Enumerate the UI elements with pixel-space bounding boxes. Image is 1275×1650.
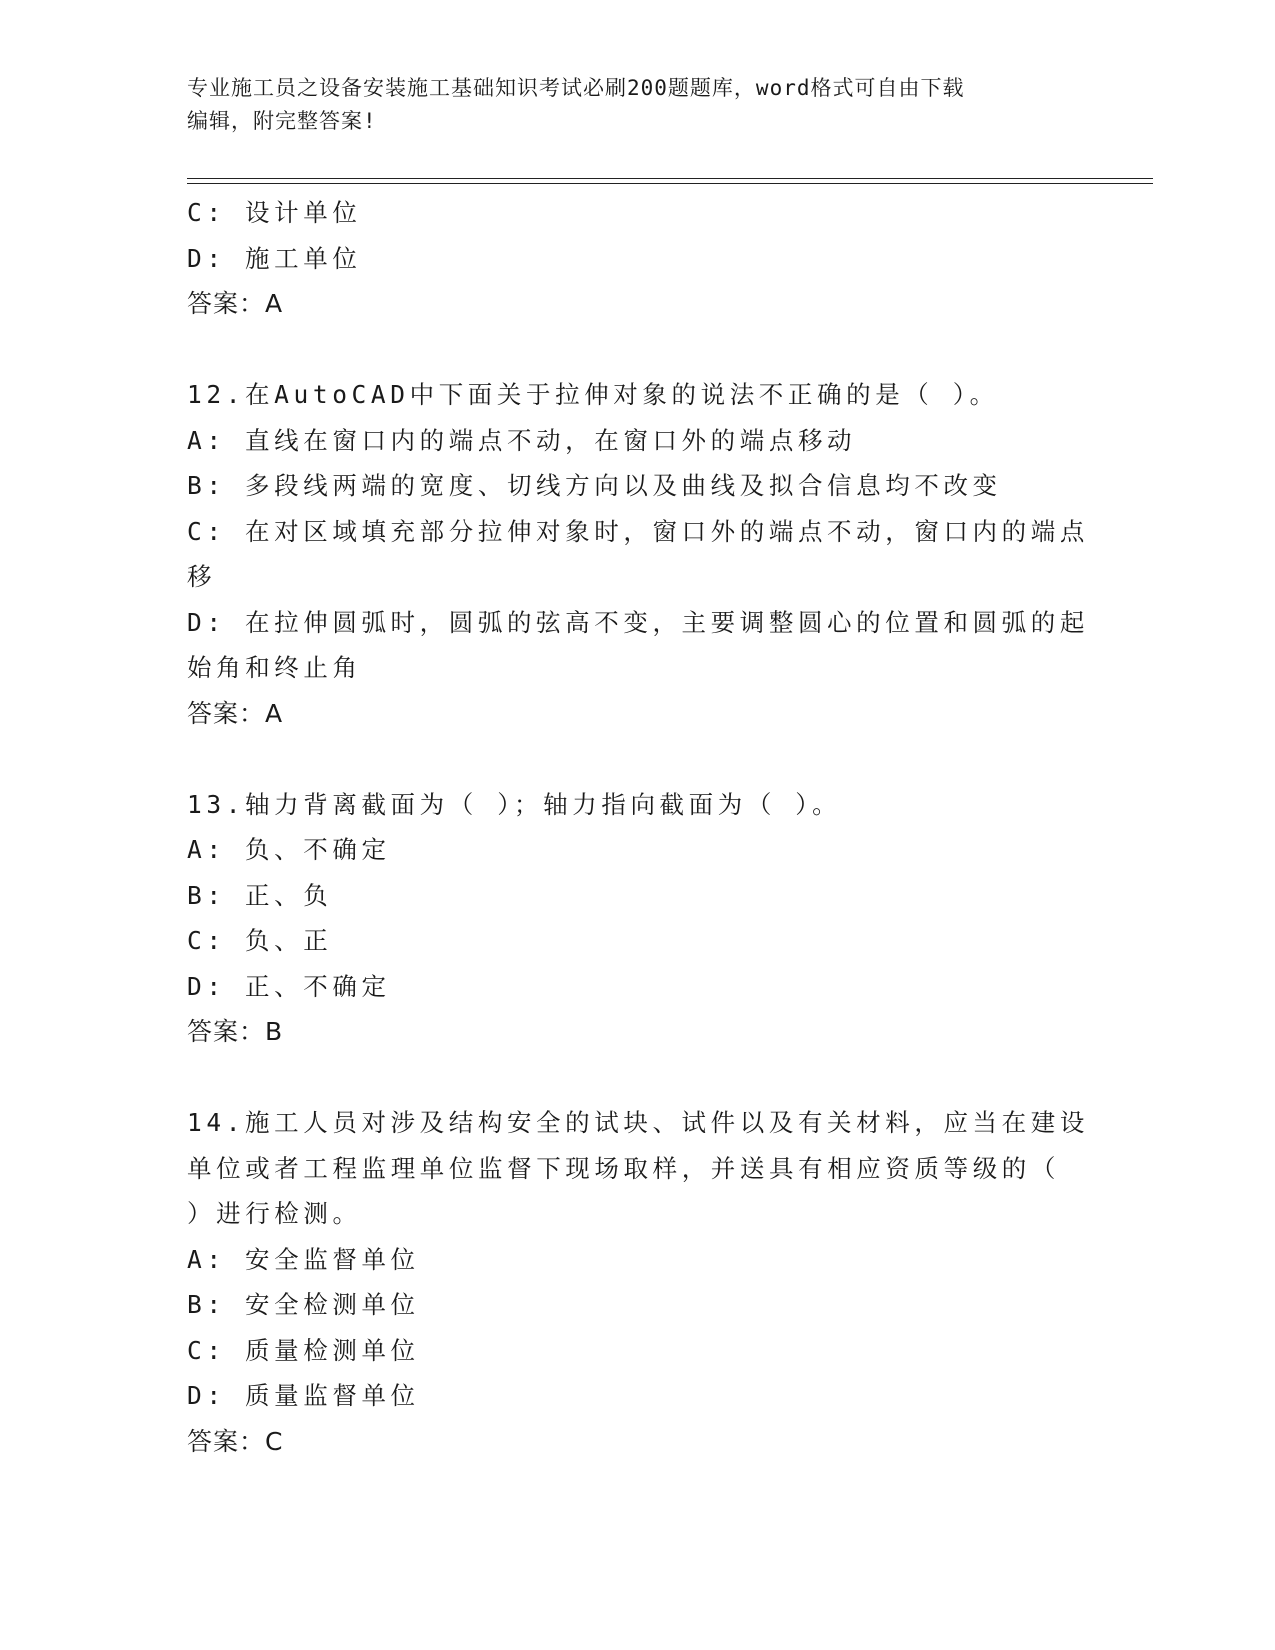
option-d: D: 施工单位	[187, 243, 362, 273]
question-13	[187, 782, 1087, 1055]
spacer	[187, 327, 1087, 373]
question-stem: 12.在AutoCAD中下面关于拉伸对象的说法不正确的是（ ）。	[187, 380, 999, 409]
question-14	[187, 1100, 1087, 1464]
question-stem-continued: ）进行检测。	[187, 1199, 362, 1228]
answer-line: 答案：C	[187, 1426, 284, 1456]
spacer	[187, 736, 1087, 782]
header-title-line-2: 编辑，附完整答案!	[187, 109, 377, 133]
answer-line: 答案：A	[187, 698, 284, 728]
answer-line: 答案：B	[187, 1017, 284, 1046]
spacer	[187, 1055, 1087, 1101]
question-stem: 13.轴力背离截面为（ ）；轴力指向截面为（ ）。	[187, 789, 842, 819]
answer-line: 答案：A	[187, 289, 284, 318]
option-c: C: 质量检测单位	[187, 1335, 420, 1365]
question-stem: 14.施工人员对涉及结构安全的试块、试件以及有关材料，应当在建设	[187, 1108, 1089, 1137]
option-d: D: 质量监督单位	[187, 1381, 420, 1410]
option-c: C: 负、正	[187, 926, 333, 955]
option-a: A: 直线在窗口内的端点不动，在窗口外的端点移动	[187, 425, 857, 455]
option-b: B: 多段线两端的宽度、切线方向以及曲线及拟合信息均不改变	[187, 471, 1002, 500]
option-c-continued: 移	[187, 562, 217, 591]
option-a: A: 负、不确定	[187, 835, 391, 864]
question-list	[187, 190, 1087, 1464]
question-continued	[187, 190, 1087, 327]
option-c: C: 设计单位	[187, 198, 362, 227]
question-stem-continued: 单位或者工程监理单位监督下现场取样，并送具有相应资质等级的（	[187, 1153, 1060, 1183]
header-divider-bottom	[187, 183, 1153, 184]
header-divider-top	[187, 178, 1153, 179]
option-d: D: 在拉伸圆弧时，圆弧的弦高不变，主要调整圆心的位置和圆弧的起	[187, 607, 1089, 637]
option-a: A: 安全监督单位	[187, 1244, 420, 1274]
option-c: C: 在对区域填充部分拉伸对象时，窗口外的端点不动，窗口内的端点	[187, 516, 1089, 546]
page-header	[187, 72, 1067, 138]
option-b: B: 安全检测单位	[187, 1290, 420, 1319]
header-title-line-1: 专业施工员之设备安装施工基础知识考试必刷200题题库，word格式可自由下载	[187, 76, 965, 100]
option-b: B: 正、负	[187, 880, 333, 910]
option-d: D: 正、不确定	[187, 971, 391, 1001]
question-12	[187, 372, 1087, 736]
option-d-continued: 始角和终止角	[187, 653, 362, 682]
